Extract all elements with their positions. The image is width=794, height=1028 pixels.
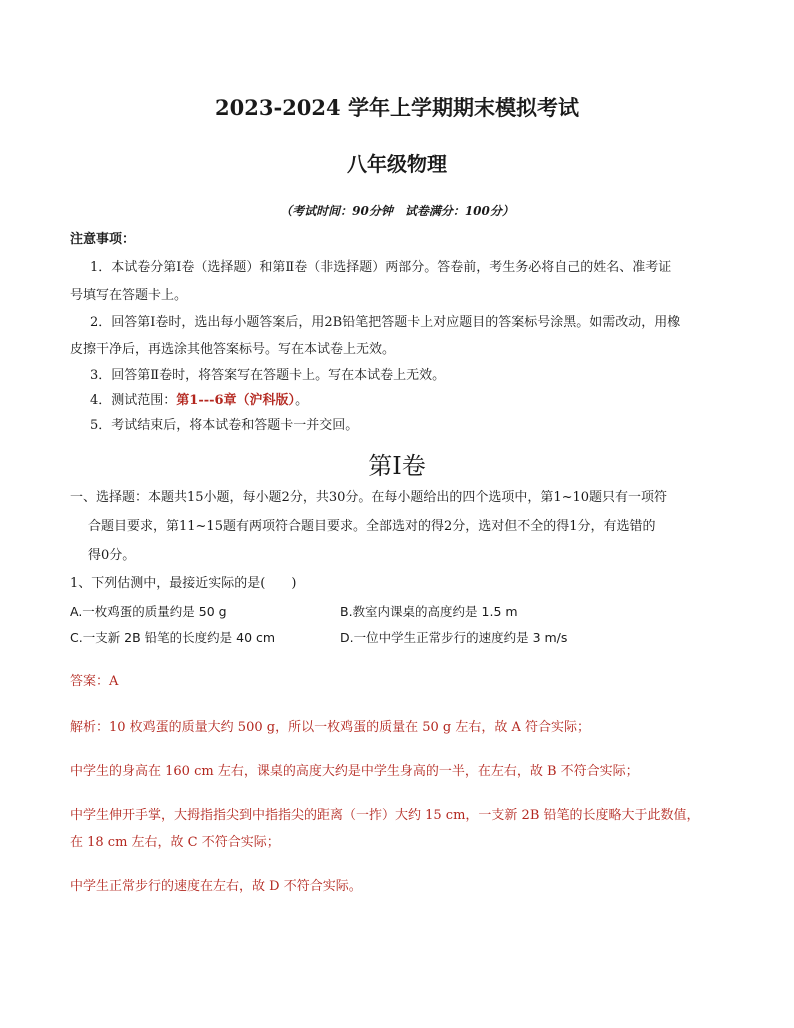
notice-heading: 注意事项： (70, 232, 136, 247)
notice-item-1-cont: 号填写在答题卡上。 (70, 288, 188, 303)
notice-item-2-cont: 皮擦干净后，再选涂其他答案标号。写在本试卷上无效。 (70, 342, 396, 357)
analysis-line-3-cont: 在 18 cm 左右，故 C 不符合实际； (70, 835, 280, 850)
option-d: D.一位中学生正常步行的速度约是 3 m/s (340, 630, 568, 645)
volume-title: 第Ⅰ卷 (368, 452, 426, 480)
analysis-line-4: 中学生正常步行的速度在左右，故 D 不符合实际。 (70, 879, 362, 894)
notice-item-4-suffix: 。 (295, 393, 309, 408)
answer: 答案：A (70, 674, 119, 689)
test-scope: 第1---6章（沪科版） (176, 393, 296, 408)
notice-item-5: 5．考试结束后，将本试卷和答题卡一并交回。 (90, 418, 359, 433)
section-heading-end: 得0分。 (88, 548, 136, 563)
notice-item-4 (90, 393, 308, 409)
analysis-line-3: 中学生伸开手掌，大拇指指尖到中指指尖的距离（一拃）大约 15 cm，一支新 2B 铅笔的长度略大于此数值， (70, 808, 700, 823)
exam-title: 2023-2024 学年上学期期末模拟考试 (215, 95, 579, 120)
question-stem: 1、下列估测中，最接近实际的是( ) (70, 576, 297, 591)
analysis-line-2: 中学生的身高在 160 cm 左右，课桌的高度大约是中学生身高的一半，在左右，故 B 不符合实际； (70, 764, 639, 779)
notice-item-1: 1．本试卷分第Ⅰ卷（选择题）和第Ⅱ卷（非选择题）两部分。答卷前，考生务必将自己的姓名、准考证 (90, 260, 672, 275)
notice-item-3: 3．回答第Ⅱ卷时，将答案写在答题卡上。写在本试卷上无效。 (90, 368, 446, 383)
section-heading: 一、选择题：本题共15小题，每小题2分，共30分。在每小题给出的四个选项中，第1~10题只有一项符 (70, 490, 668, 505)
notice-item-4-prefix: 4．测试范围： (90, 393, 177, 408)
option-a: A.一枚鸡蛋的质量约是 50 g (70, 604, 227, 619)
exam-subject: 八年级物理 (347, 152, 447, 176)
notice-item-2: 2．回答第Ⅰ卷时，选出每小题答案后，用2B铅笔把答题卡上对应题目的答案标号涂黑。如需改动，用橡 (90, 315, 681, 330)
exam-info: （考试时间：90分钟 试卷满分：100分） (280, 204, 514, 218)
section-heading-cont: 合题目要求，第11~15题有两项符合题目要求。全部选对的得2分，选对但不全的得1分，有选错的 (88, 519, 656, 534)
option-b: B.教室内课桌的高度约是 1.5 m (340, 604, 518, 619)
option-c: C.一支新 2B 铅笔的长度约是 40 cm (70, 630, 276, 645)
analysis-line-1: 解析：10 枚鸡蛋的质量大约 500 g，所以一枚鸡蛋的质量在 50 g 左右，故 A 符合实际； (70, 720, 590, 735)
